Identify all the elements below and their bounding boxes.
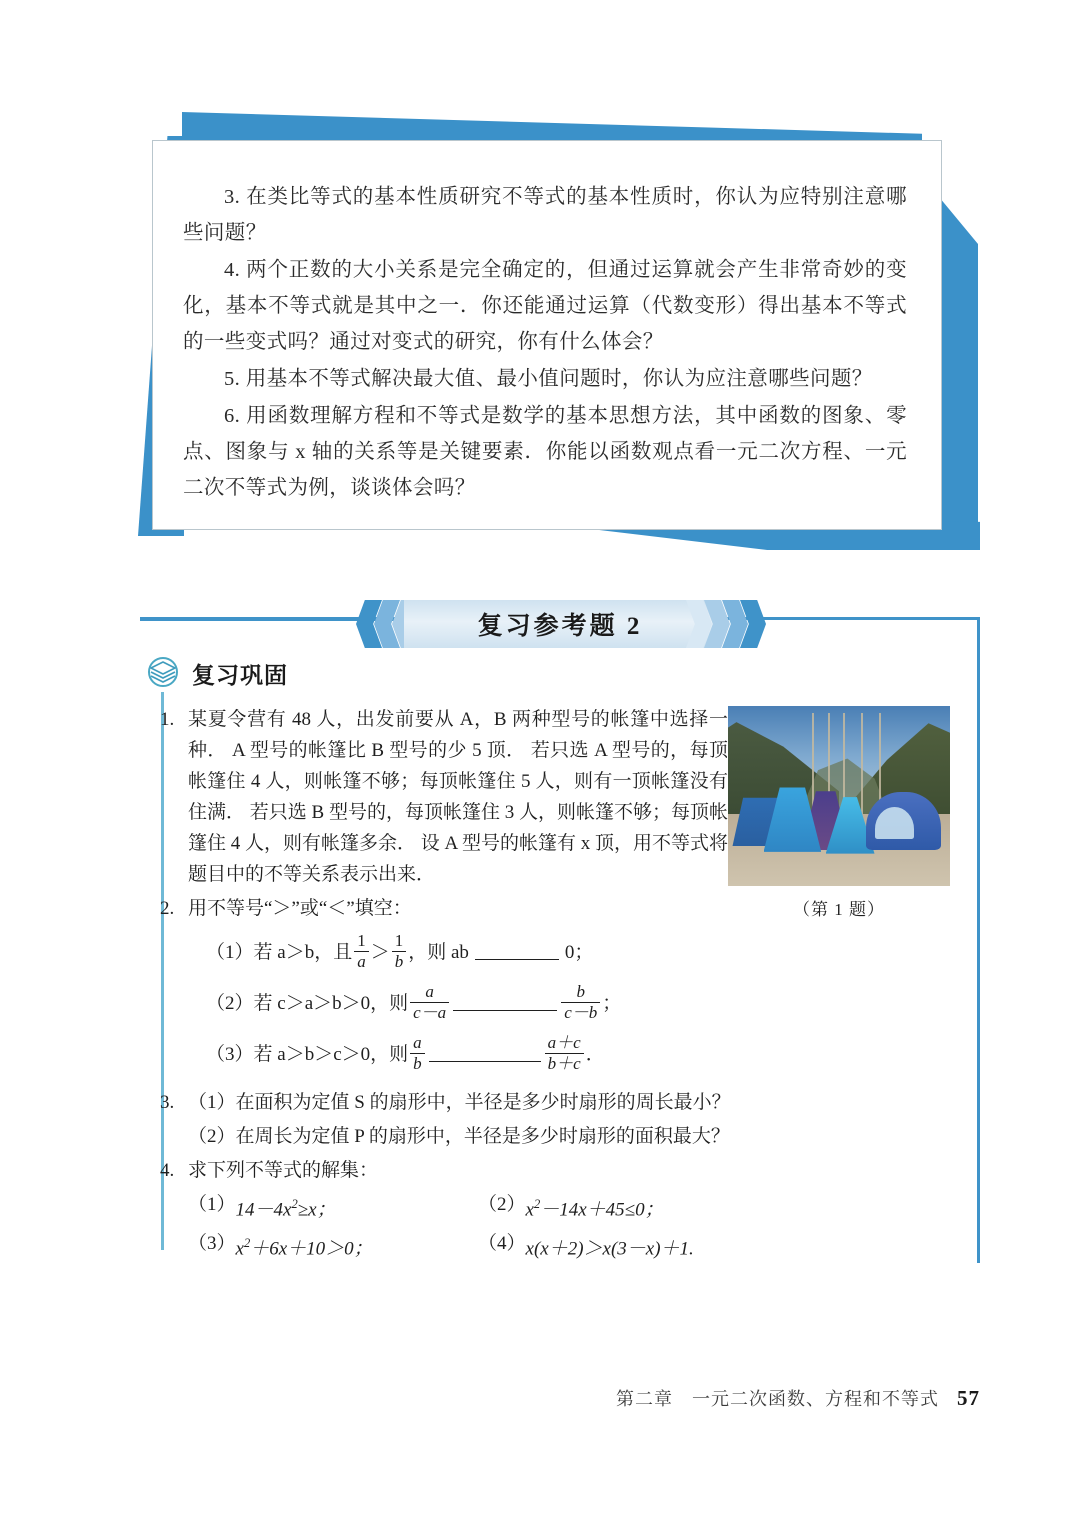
section-banner (140, 600, 980, 648)
stacked-layers-icon (146, 656, 180, 690)
problem-4-number: 4. (160, 1160, 175, 1181)
problem-2-item-1-prefix: 若 a＞b，且 (253, 942, 353, 963)
fraction-a-over-c-minus-a: $\frac{a}{c-a}$ (410, 982, 449, 1023)
problem-2-item-1-tail: 0； (564, 942, 594, 963)
problem-2-item-1-label: （1） (206, 942, 254, 963)
problem-3-item-2-label: （2） (188, 1126, 236, 1147)
problem-4-stem: 求下列不等式的解集： (188, 1160, 379, 1181)
review-question-3: 3. 在类比等式的基本性质研究不等式的基本性质时，你认为应特别注意哪些问题？ (183, 186, 907, 244)
problem-3-item-1-text: 在面积为定值 S 的扇形中，半径是多少时扇形的周长最小？ (235, 1092, 731, 1113)
page-footer (616, 1385, 980, 1411)
problem-4-item-1 (188, 1189, 478, 1225)
problem-3-item-2 (160, 1121, 978, 1152)
fraction-b-over-c-minus-b: $\frac{b}{c-b}$ (561, 982, 600, 1023)
review-question-4: 4. 两个正数的大小关系是完全确定的，但通过运算就会产生非常奇妙的变化，基本不等式就是其中之一．你还能通过运算（代数变形）得出基本不等式的一些变式吗？通过对变式的研究，你有什么体会？ (183, 259, 907, 353)
subsection-heading (146, 656, 288, 690)
section-title: 复习参考题 2 (477, 613, 643, 640)
problem-4-item-2 (478, 1189, 768, 1225)
review-question-5: 5. 用基本不等式解决最大值、最小值问题时，你认为应注意哪些问题？ (224, 368, 873, 390)
problem-4-item-2-label: （2） (478, 1194, 526, 1215)
subsection-label: 复习巩固 (192, 662, 288, 688)
problem-4-item-2-eq: $x^2-14x+45\le 0$； (525, 1197, 664, 1221)
review-question-box (120, 100, 980, 570)
problem-2-item-3-blank[interactable] (429, 1047, 541, 1062)
problem-4-item-3-label: （3） (188, 1233, 236, 1255)
problem-2-item-3-label: （3） (206, 1044, 254, 1065)
problem-4-row-2 (160, 1228, 978, 1264)
problem-2-stem: 用不等号“＞”或“＜”填空： (188, 898, 412, 919)
problem-4 (160, 1155, 978, 1186)
problem-1-number: 1. (160, 709, 175, 730)
photo-tree-trunk-4 (861, 713, 863, 814)
tent-campsite-photo (728, 706, 950, 886)
problem-4-item-3-eq: $x^2+6x+10>0$； (235, 1236, 373, 1260)
fraction-a-plus-c-over-b-plus-c: $\frac{a+c}{b+c}$ (545, 1033, 584, 1074)
problem-2-item-1-mid: ，则 ab (408, 942, 469, 963)
problem-2-item-3-prefix: 若 a＞b＞c＞0，则 (253, 1044, 409, 1065)
problem-3-number: 3. (160, 1092, 175, 1113)
footer-page-number: 57 (957, 1386, 980, 1410)
review-exercises-section (140, 600, 980, 1265)
problem-2-item-1-blank[interactable] (475, 945, 559, 960)
problem-2-item-1 (160, 932, 978, 973)
problem-2-number: 2. (160, 898, 175, 919)
problem-4-item-4 (478, 1228, 768, 1264)
problem-4-item-4-eq: x(x＋2)＞x(3－x)＋1. (525, 1238, 694, 1260)
problem-4-item-1-eq: $14-4x^2\ge x$； (235, 1197, 336, 1221)
footer-chapter-title: 第二章 一元二次函数、方程和不等式 (616, 1389, 939, 1409)
problem-2-item-3-tail: ． (585, 1044, 605, 1065)
problem-4-item-3 (188, 1228, 478, 1264)
problem-4-item-4-label: （4） (478, 1233, 526, 1255)
figure-caption: （第 1 题） (793, 900, 885, 919)
problem-3 (160, 1087, 978, 1118)
problem-3-item-1-label: （1） (188, 1092, 236, 1113)
problem-2-item-2-prefix: 若 c＞a＞b＞0，则 (253, 993, 409, 1014)
figure-problem-1 (728, 706, 950, 920)
problem-2-item-2-blank[interactable] (453, 996, 557, 1011)
problem-4-row-1 (160, 1189, 978, 1225)
problem-3-item-2-text: 在周长为定值 P 的扇形中，半径是多少时扇形的面积最大？ (235, 1126, 730, 1147)
problem-2-item-3 (160, 1034, 978, 1075)
banner-plate (404, 600, 716, 648)
problem-4-item-1-label: （1） (188, 1194, 236, 1215)
fraction-a-over-b: $\frac{a}{b}$ (410, 1033, 425, 1074)
review-question-6: 6. 用函数理解方程和不等式是数学的基本思想方法，其中函数的图象、零点、图象与 x 轴的关系等是关键要素．你能以函数观点看一元二次方程、一元二次不等式为例，谈谈体会吗？ (183, 405, 907, 499)
fraction-1-over-b: $\frac{1}{b}$ (392, 931, 407, 972)
problem-2-item-2-label: （2） (206, 993, 254, 1014)
problem-2-item-2-tail: ； (602, 993, 622, 1014)
problem-2-item-2 (160, 983, 978, 1024)
fraction-1-over-a: $\frac{1}{a}$ (354, 931, 369, 972)
review-box-panel (152, 140, 942, 530)
problem-2-item-1-relation: ＞ (370, 942, 390, 963)
problem-1-text: 某夏令营有 48 人，出发前要从 A，B 两种型号的帐篷中选择一种． A 型号的帐篷比 B 型号的少 5 顶． 若只选 A 型号的，每顶帐篷住 4 人，则帐篷不够；每顶帐篷住 5 人，则有一顶帐篷没有住满． 若只选 B 型号的，每顶帐篷住 3 人，则帐篷不够；每顶帐篷住 4 人，则有帐篷多余． 设 A 型号的帐篷有 x 顶，用不等式将题目中的不等关系表示出来． (188, 709, 728, 885)
